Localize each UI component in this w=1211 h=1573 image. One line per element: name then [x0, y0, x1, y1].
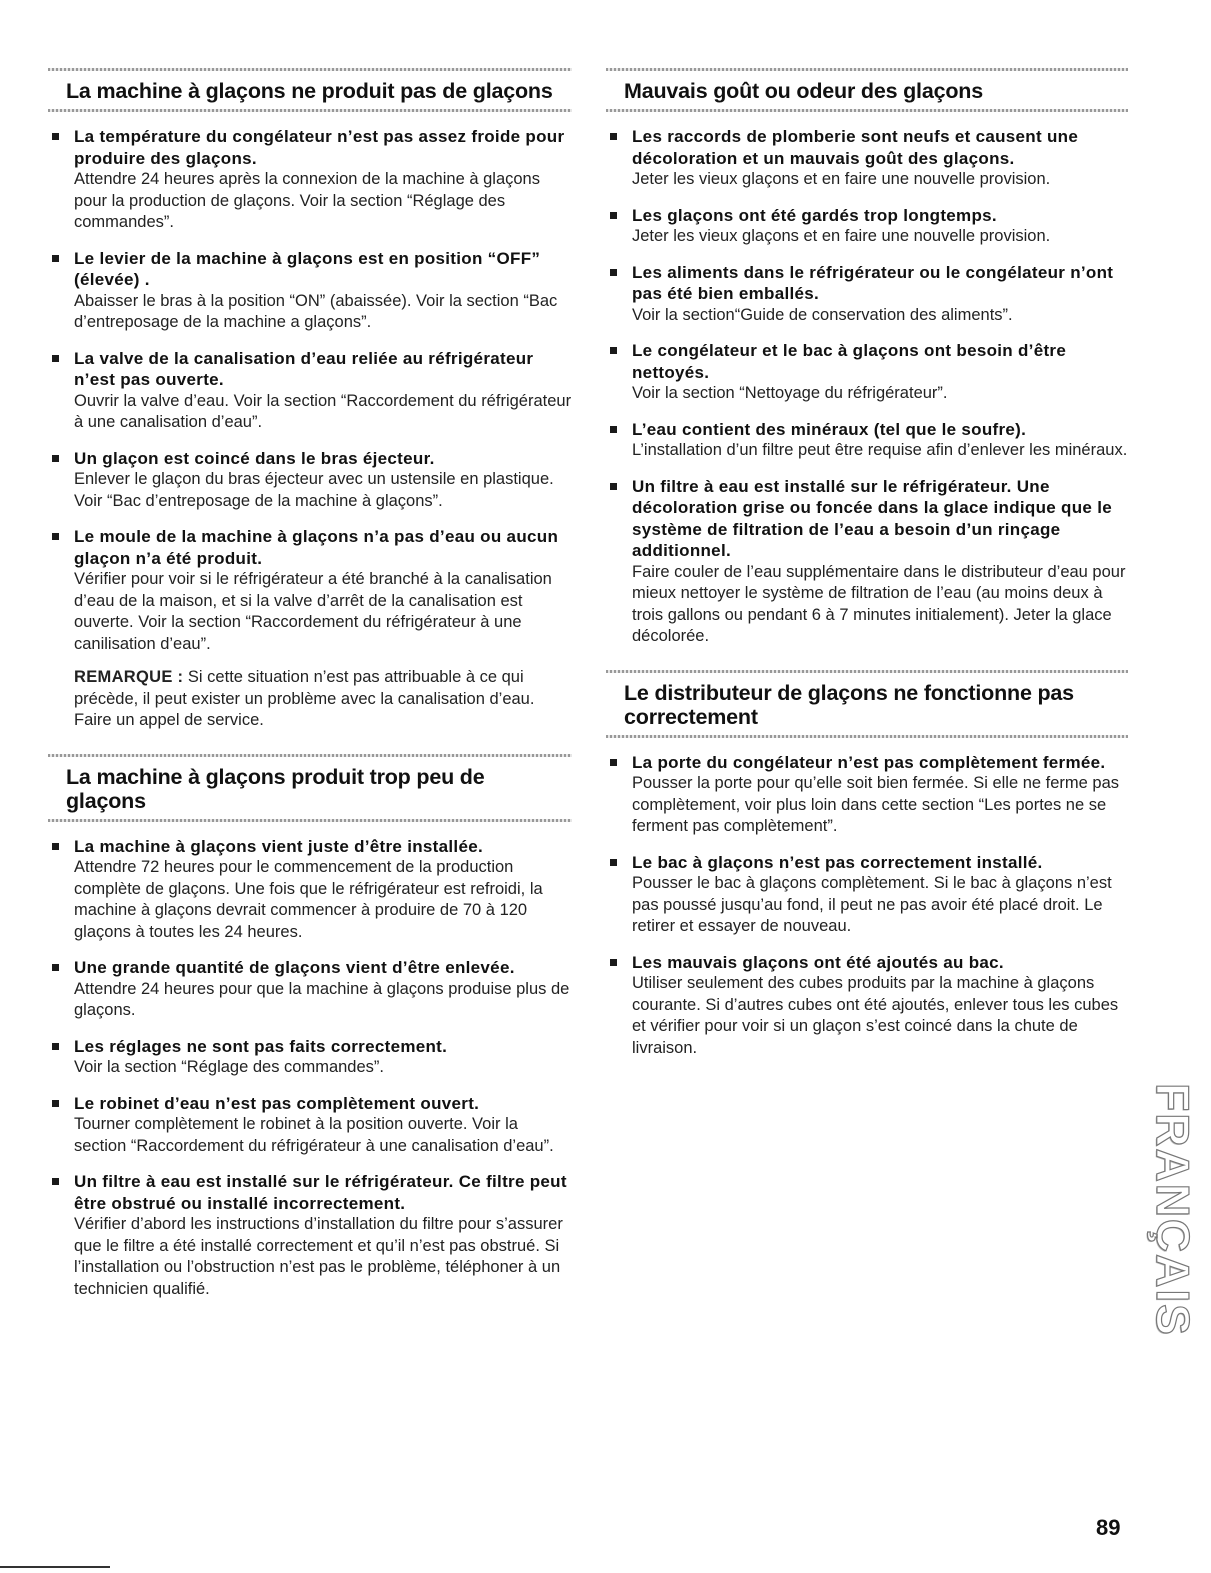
- list-item: [606, 126, 1128, 191]
- section-bottom-rule: [606, 109, 1128, 112]
- section-bottom-rule: [48, 109, 572, 112]
- list-item: [606, 419, 1128, 462]
- cause-text: Un glaçon est coincé dans le bras éjecteur.: [74, 448, 435, 468]
- list-item: [606, 852, 1128, 938]
- remedy-text: Voir la section “Nettoyage du réfrigérateur”.: [632, 384, 948, 402]
- cause-text: L’eau contient des minéraux (tel que le soufre).: [632, 419, 1027, 439]
- section-bottom-rule: [606, 735, 1128, 738]
- bullet-icon: [610, 212, 617, 219]
- section-title: La machine à glaçons produit trop peu de glaçons: [66, 764, 485, 813]
- bullet-icon: [52, 133, 59, 140]
- cause-text: Les mauvais glaçons ont été ajoutés au bac.: [632, 952, 1004, 972]
- list-item: [606, 340, 1128, 405]
- cause-text: Un filtre à eau est installé sur le réfrigérateur. Une décoloration grise ou foncée dans la glace indique que le système de filtration de l’eau a besoin d’un rinçage additionnel.: [632, 476, 1112, 560]
- list-item: [48, 126, 572, 234]
- section-bad-taste: [606, 68, 1128, 648]
- bullet-icon: [610, 959, 617, 966]
- cause-text: Le levier de la machine à glaçons est en position “OFF” (élevée) .: [74, 248, 541, 289]
- bullet-icon: [52, 1100, 59, 1107]
- list-item: [606, 262, 1128, 327]
- language-side-tab: [1147, 1080, 1200, 1340]
- remedy-text: Jeter les vieux glaçons et en faire une nouvelle provision.: [632, 170, 1051, 188]
- remedy-text: Voir la section“Guide de conservation des aliments”.: [632, 305, 1013, 324]
- section-too-little-ice: [48, 754, 572, 1301]
- bullet-icon: [52, 355, 59, 362]
- remedy-text: Attendre 24 heures après la connexion de la machine à glaçons pour la production de glaçons. Voir la section “Réglage des commandes”.: [74, 170, 540, 231]
- cause-text: Le congélateur et le bac à glaçons ont besoin d’être nettoyés.: [632, 341, 1067, 382]
- note-text: Si cette situation n’est pas attribuable à ce qui précède, il peut exister un problème avec la canalisation d’eau. Faire un appel de service.: [74, 668, 535, 729]
- section-title: Le distributeur de glaçons ne fonctionne pas correctement: [624, 680, 1074, 729]
- bullet-icon: [52, 533, 59, 540]
- bullet-icon: [52, 455, 59, 462]
- cause-text: La porte du congélateur n’est pas complètement fermée.: [632, 752, 1106, 772]
- cause-text: Un filtre à eau est installé sur le réfrigérateur. Ce filtre peut être obstrué ou installé incorrectement.: [74, 1172, 567, 1213]
- section-title: Mauvais goût ou odeur des glaçons: [624, 79, 983, 103]
- list-item: [606, 952, 1128, 1060]
- section-bottom-rule: [48, 819, 572, 822]
- list-item: [606, 476, 1128, 648]
- remedy-text: Jeter les vieux glaçons et en faire une nouvelle provision.: [632, 227, 1051, 245]
- section-no-ice: [48, 68, 572, 732]
- bullet-icon: [610, 859, 617, 866]
- cause-text: Les raccords de plomberie sont neufs et causent une décoloration et un mauvais goût des glaçons.: [632, 127, 1079, 168]
- bullet-icon: [610, 483, 617, 490]
- bullet-icon: [610, 426, 617, 433]
- cause-text: La machine à glaçons vient juste d’être installée.: [74, 836, 483, 856]
- item-list: [606, 752, 1128, 1060]
- cause-text: Le robinet d’eau n’est pas complètement ouvert.: [74, 1093, 480, 1113]
- remedy-text: Pousser la porte pour qu’elle soit bien fermée. Si elle ne ferme pas complètement, voir plus loin dans cette section “Les portes ne se ferment pas complètement”.: [632, 774, 1120, 835]
- bullet-icon: [610, 347, 617, 354]
- remedy-text: Pousser le bac à glaçons complètement. Si le bac à glaçons n’est pas poussé jusqu’au fond, il peut ne pas avoir été placé droit. Le retirer et essayer de nouveau.: [632, 874, 1112, 935]
- remedy-text: Voir la section “Réglage des commandes”.: [74, 1058, 384, 1076]
- remedy-text: Faire couler de l’eau supplémentaire dans le distributeur d’eau pour mieux nettoyer le système de filtration de l’eau (au moins deux à trois gallons ou pendant 6 à 7 minutes initialement). Jeter la glace décolorée.: [632, 562, 1126, 645]
- cause-text: Les aliments dans le réfrigérateur ou le congélateur n’ont pas été bien emballés.: [632, 262, 1114, 303]
- bullet-icon: [52, 964, 59, 971]
- list-item: [48, 526, 572, 655]
- remedy-text: Attendre 24 heures pour que la machine à glaçons produise plus de glaçons.: [74, 979, 570, 1019]
- item-list: [48, 126, 572, 732]
- remedy-text: Utiliser seulement des cubes produits par la machine à glaçons courante. Si d’autres cubes ont été ajoutés, enlever tous les cubes et vérifier pour voir si un glaçon s’est coincé dans la chute de livraison.: [632, 974, 1119, 1057]
- page-number: 89: [1096, 1515, 1121, 1540]
- list-item: [48, 248, 572, 334]
- remedy-text: Vérifier d’abord les instructions d’installation du filtre pour s’assurer que le filtre a été installé correctement et qu’il n’est pas obstrué. Si l’installation ou l’obstruction n’est pas le problème, téléphoner à un technicien qualifié.: [74, 1215, 563, 1298]
- list-item: [606, 205, 1128, 248]
- remedy-text: Abaisser le bras à la position “ON” (abaissée). Voir la section “Bac d’entreposage de la machine a glaçons”.: [74, 291, 558, 331]
- cause-text: Le moule de la machine à glaçons n’a pas d’eau ou aucun glaçon n’a été produit.: [74, 527, 559, 568]
- remedy-text: L’installation d’un filtre peut être requise afin d’enlever les minéraux.: [632, 441, 1128, 459]
- remedy-text: Enlever le glaçon du bras éjecteur avec un ustensile en plastique. Voir “Bac d’entreposage de la machine à glaçons”.: [74, 470, 554, 510]
- remedy-text: Attendre 72 heures pour le commencement de la production complète de glaçons. Une fois que le réfrigérateur est refroidi, la machine à glaçons devrait commencer à produire de 70 à 120 glaçons à toutes les 24 heures.: [74, 858, 543, 941]
- cause-text: La valve de la canalisation d’eau reliée au réfrigérateur n’est pas ouverte.: [74, 348, 534, 389]
- item-list: [48, 836, 572, 1301]
- item-list: [606, 126, 1128, 648]
- left-column: [48, 68, 572, 1316]
- bullet-icon: [52, 843, 59, 850]
- cause-text: Les réglages ne sont pas faits correctement.: [74, 1036, 448, 1056]
- remedy-text: Tourner complètement le robinet à la position ouverte. Voir la section “Raccordement du réfrigérateur à une canalisation d’eau”.: [74, 1115, 554, 1155]
- cause-text: La température du congélateur n’est pas assez froide pour produire des glaçons.: [74, 127, 565, 168]
- list-item: [48, 1036, 572, 1079]
- bullet-icon: [610, 269, 617, 276]
- list-item: [606, 752, 1128, 838]
- language-label: FRANÇAIS: [1147, 1083, 1200, 1337]
- note-label: REMARQUE :: [74, 668, 184, 686]
- list-item: [48, 836, 572, 944]
- note-paragraph: [48, 667, 572, 732]
- section-title: La machine à glaçons ne produit pas de glaçons: [66, 79, 553, 103]
- bullet-icon: [52, 1178, 59, 1185]
- bullet-icon: [52, 1043, 59, 1050]
- bullet-icon: [610, 759, 617, 766]
- cause-text: Les glaçons ont été gardés trop longtemps.: [632, 205, 997, 225]
- bullet-icon: [52, 255, 59, 262]
- list-item: [48, 348, 572, 434]
- list-item: [48, 448, 572, 513]
- list-item: [48, 957, 572, 1022]
- list-item: [48, 1093, 572, 1158]
- section-dispenser: [606, 670, 1128, 1060]
- list-item: [48, 1171, 572, 1300]
- cause-text: Une grande quantité de glaçons vient d’être enlevée.: [74, 958, 515, 977]
- remedy-text: Ouvrir la valve d’eau. Voir la section “Raccordement du réfrigérateur à une canalisation d’eau”.: [74, 391, 572, 431]
- bottom-rule: [0, 1566, 110, 1568]
- remedy-text: Vérifier pour voir si le réfrigérateur a été branché à la canalisation d’eau de la maison, et si la valve d’arrêt de la canalisation est ouverte. Voir la section “Raccordement du réfrigérateur à une canilisation d’eau”.: [74, 570, 552, 653]
- cause-text: Le bac à glaçons n’est pas correctement installé.: [632, 852, 1043, 872]
- bullet-icon: [610, 133, 617, 140]
- right-column: [606, 68, 1128, 1075]
